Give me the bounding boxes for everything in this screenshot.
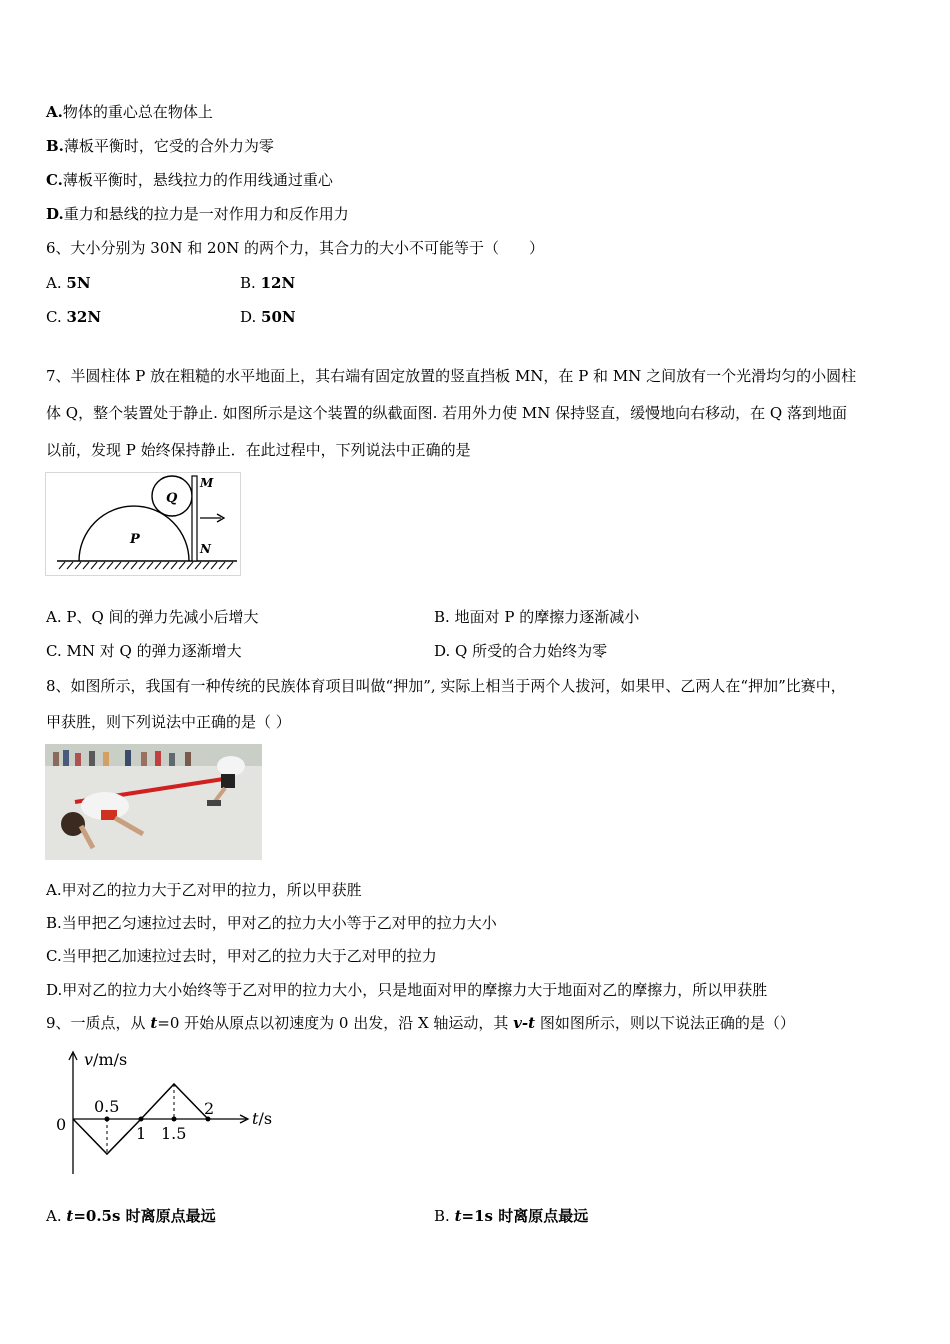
q7-stem-line-1: 7、半圆柱体 P 放在粗糙的水平地面上，其右端有固定放置的竖直挡板 MN，在 P 和 MN 之间放有一个光滑均匀的小圆柱 (46, 367, 857, 385)
q5-option-a: A.物体的重心总在物体上 (46, 103, 213, 121)
tick-label-0-5: 0.5 (94, 1097, 120, 1116)
q5-option-d: D.重力和悬线的拉力是一对作用力和反作用力 (46, 205, 349, 223)
tick-label-2: 2 (204, 1099, 215, 1118)
tick-label-1: 1 (136, 1124, 147, 1143)
q7-option-b: B. 地面对 P 的摩擦力逐渐减小 (434, 608, 640, 626)
tick-label-1-5: 1.5 (161, 1124, 187, 1143)
q7-figure (45, 472, 241, 576)
ground-hatching (59, 562, 233, 569)
tick-point-0-5 (105, 1117, 110, 1122)
q7-option-a: A. P、Q 间的弹力先减小后增大 (46, 608, 259, 626)
label-m: M (200, 476, 214, 490)
q7-stem-line-3: 以前，发现 P 始终保持静止．在此过程中，下列说法中正确的是 (46, 441, 471, 459)
q8-option-b: B.当甲把乙匀速拉过去时，甲对乙的拉力大小等于乙对甲的拉力大小 (46, 914, 497, 932)
q9-option-a: A. t=0.5s 时离原点最远 (46, 1207, 216, 1225)
q6-option-d: D. 50N (240, 308, 296, 326)
label-q: Q (166, 491, 178, 506)
q7-option-c: C. MN 对 Q 的弹力逐渐增大 (46, 642, 242, 660)
q9-option-b: B. t=1s 时离原点最远 (434, 1207, 589, 1225)
q7-option-d: D. Q 所受的合力始终为零 (434, 642, 608, 660)
q8-option-c: C.当甲把乙加速拉过去时，甲对乙的拉力大于乙对甲的拉力 (46, 947, 437, 965)
label-n: N (200, 542, 211, 556)
q8-stem-line-1: 8、如图所示，我国有一种传统的民族体育项目叫做“押加”, 实际上相当于两个人拔河，如果甲、乙两人在“押加”比赛中， (46, 677, 846, 695)
q9-vt-graph (50, 1046, 290, 1182)
x-axis-label: t/s (252, 1109, 273, 1128)
q5-option-c: C.薄板平衡时，悬线拉力的作用线通过重心 (46, 171, 333, 189)
y-axis-label: v/m/s (84, 1050, 128, 1069)
q6-option-b: B. 12N (240, 274, 296, 292)
q5-option-b: B.薄板平衡时，它受的合外力为零 (46, 137, 274, 155)
q8-option-d: D.甲对乙的拉力大小始终等于乙对甲的拉力大小，只是地面对甲的摩擦力大于地面对乙的摩擦力，所以甲获胜 (46, 981, 768, 999)
q6-option-c: C. 32N (46, 308, 102, 326)
board-mn (192, 476, 197, 561)
tick-point-1 (139, 1117, 144, 1122)
q7-stem-line-2: 体 Q，整个装置处于静止. 如图所示是这个装置的纵截面图. 若用外力使 MN 保持竖直，缓慢地向右移动，在 Q 落到地面 (46, 404, 847, 422)
q8-stem-line-2: 甲获胜，则下列说法中正确的是（ ） (46, 713, 291, 731)
q6-option-a: A. 5N (46, 274, 91, 292)
label-p: P (130, 532, 140, 547)
origin-label: 0 (56, 1115, 67, 1134)
q9-stem: 9、一质点，从 t=0 开始从原点以初速度为 0 出发，沿 X 轴运动，其 v-t 图如图所示，则以下说法正确的是（） (46, 1014, 795, 1032)
q8-photo (45, 744, 262, 860)
q6-stem: 6、大小分别为 30N 和 20N 的两个力，其合力的大小不可能等于（ ） (46, 239, 545, 257)
q8-option-a: A.甲对乙的拉力大于乙对甲的拉力，所以甲获胜 (46, 881, 362, 899)
tick-point-1-5 (172, 1117, 177, 1122)
